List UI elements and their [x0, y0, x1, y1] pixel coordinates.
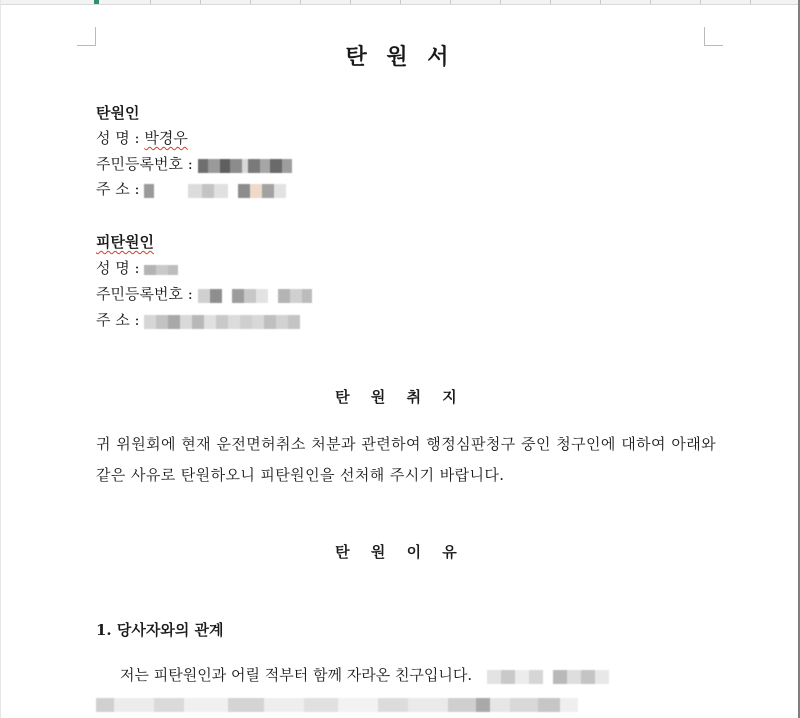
- redacted-next-line: [96, 694, 578, 713]
- ruler-tick: [450, 0, 451, 4]
- respondent-address-line: [96, 309, 300, 330]
- petitioner-heading: 탄원인: [96, 104, 140, 122]
- respondent-heading: 피탄원인: [96, 233, 154, 251]
- ruler-tick: [200, 0, 201, 4]
- ruler-tick: [150, 0, 151, 4]
- redacted-respondent-id: [198, 286, 312, 304]
- petitioner-id-line: [96, 153, 292, 174]
- redacted-respondent-address: [144, 312, 300, 330]
- ruler-tick: [300, 0, 301, 4]
- ruler-tick: [750, 0, 751, 4]
- petitioner-name-value: 박경우: [144, 129, 188, 147]
- respondent-name-label: 성 명 :: [96, 259, 145, 277]
- petitioner-name-label: 성 명 :: [96, 129, 145, 147]
- redacted-address: [144, 181, 286, 199]
- ruler-tick: [700, 0, 701, 4]
- ruler-tick: [500, 0, 501, 4]
- indent-marker[interactable]: [94, 0, 99, 4]
- section1-paragraph-line: 저는 피탄원인과 어릴 적부터 함께 자라온 친구입니다.: [120, 664, 609, 685]
- ruler-tick: [250, 0, 251, 4]
- petitioner-address-line: [96, 178, 286, 199]
- ruler-tick: [550, 0, 551, 4]
- ruler-tick: [600, 0, 601, 4]
- petitioner-name-line: [96, 127, 188, 148]
- redacted-respondent-name: [144, 260, 178, 278]
- purpose-paragraph: 귀 위원회에 현재 운전면허취소 처분과 관련하여 행정심판청구 중인 청구인에 대하여 아래와 같은 사유로 탄원하오니 피탄원인을 선처해 주시기 바랍니다.: [96, 435, 716, 484]
- respondent-id-line: [96, 283, 312, 304]
- ruler-tick: [650, 0, 651, 4]
- petitioner-address-label: 주 소 :: [96, 180, 145, 198]
- ruler-tick: [400, 0, 401, 4]
- window-left-edge: [0, 0, 1, 718]
- reason-heading: 탄 원 이 유: [335, 543, 465, 561]
- top-ruler: [0, 0, 800, 5]
- respondent-address-label: 주 소 :: [96, 311, 145, 329]
- respondent-name-line: [96, 257, 178, 278]
- section1-heading: 1. 당사자와의 관계: [96, 621, 224, 639]
- redacted-paragraph-continuation: [477, 667, 609, 685]
- respondent-id-label: 주민등록번호 :: [96, 285, 198, 303]
- petitioner-id-label: 주민등록번호 :: [96, 155, 198, 173]
- purpose-heading: 탄 원 취 지: [335, 388, 465, 406]
- document-title: 탄 원 서: [345, 44, 455, 70]
- ruler-tick: [350, 0, 351, 4]
- redacted-id-number: [198, 156, 292, 174]
